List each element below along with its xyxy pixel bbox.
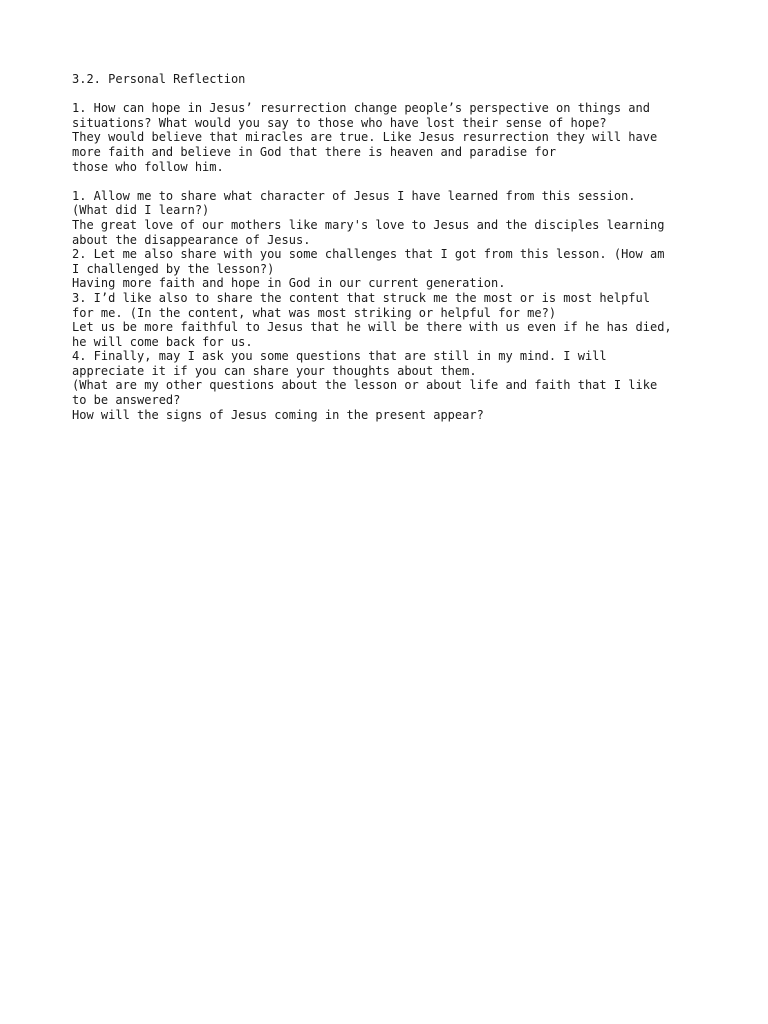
reflection-question-block xyxy=(72,101,712,174)
text-line: (What did I learn?) xyxy=(72,203,210,218)
text-line: for me. (In the content, what was most striking or helpful for me?) xyxy=(72,305,557,320)
text-line: 3. I’d like also to share the content that struck me the most or is most helpful xyxy=(72,290,650,305)
text-line: 2. Let me also share with you some challenges that I got from this lesson. (How am xyxy=(72,247,665,262)
text-line: How will the signs of Jesus coming in the present appear? xyxy=(72,407,484,422)
text-line: he will come back for us. xyxy=(72,334,253,349)
question-line: 1. How can hope in Jesus’ resurrection change people’s perspective on things and xyxy=(72,101,650,116)
text-line: Having more faith and hope in God in our current generation. xyxy=(72,276,506,291)
paragraph-gap xyxy=(72,87,712,102)
text-line: The great love of our mothers like mary's love to Jesus and the disciples learning xyxy=(72,217,665,232)
text-line: I challenged by the lesson?) xyxy=(72,261,275,276)
text-line: about the disappearance of Jesus. xyxy=(72,232,311,247)
reflection-list-block xyxy=(72,189,712,423)
text-line: (What are my other questions about the lesson or about life and faith that I like xyxy=(72,378,658,393)
paragraph-gap xyxy=(72,174,712,189)
text-line: Let us be more faithful to Jesus that he will be there with us even if he has died, xyxy=(72,320,672,335)
document-page xyxy=(72,72,712,422)
text-line: 4. Finally, may I ask you some questions that are still in my mind. I will xyxy=(72,349,607,364)
answer-line: those who follow him. xyxy=(72,159,224,174)
text-line: to be answered? xyxy=(72,393,181,408)
answer-line: They would believe that miracles are true. Like Jesus resurrection they will have xyxy=(72,130,658,145)
text-line: appreciate it if you can share your thoughts about them. xyxy=(72,363,477,378)
text-line: 1. Allow me to share what character of Jesus I have learned from this session. xyxy=(72,188,636,203)
question-line: situations? What would you say to those who have lost their sense of hope? xyxy=(72,115,607,130)
answer-line: more faith and believe in God that there is heaven and paradise for xyxy=(72,144,557,159)
section-heading: 3.2. Personal Reflection xyxy=(72,72,246,86)
